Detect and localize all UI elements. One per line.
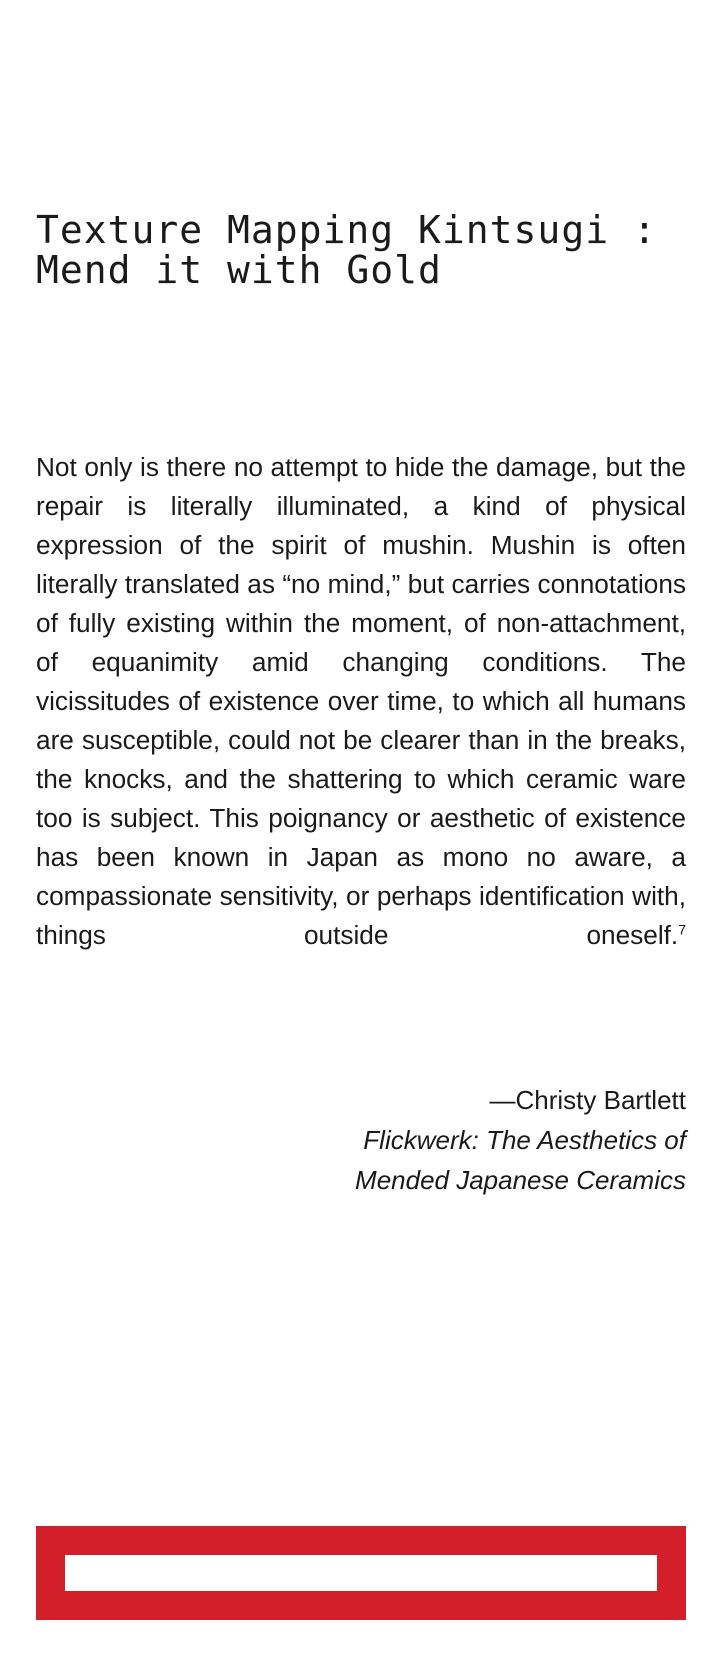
attribution-author: —Christy Bartlett (489, 1085, 686, 1115)
quote-paragraph (36, 448, 686, 955)
footnote-marker: 7 (678, 921, 686, 938)
red-frame-decoration (36, 1526, 686, 1620)
attribution-source-line-2: Mended Japanese Ceramics (355, 1165, 686, 1195)
attribution-source-line-1: Flickwerk: The Aesthetics of (363, 1125, 686, 1155)
page-title (36, 210, 686, 290)
title-line-1: Texture Mapping Kintsugi : (36, 208, 657, 252)
frame-inner-panel (65, 1555, 657, 1591)
quote-attribution (200, 1080, 686, 1200)
quote-text: Not only is there no attempt to hide the damage, but the repair is literally illuminated, a kind of physical expression of the spirit of mushin. Mushin is often literally translated as “no mind,” but carries connotations of fully existing within the moment, of non-attachment, of equanimity amid changing conditions. The vicissitudes of existence over time, to which all humans are susceptible, could not be clearer than in the breaks, the knocks, and the shattering to which ceramic ware too is subject. This poignancy or aesthetic of existence has been known in Japan as mono no aware, a compassionate sensitivity, or perhaps identification with, things outside oneself. (36, 452, 686, 950)
title-line-2: Mend it with Gold (36, 248, 442, 292)
